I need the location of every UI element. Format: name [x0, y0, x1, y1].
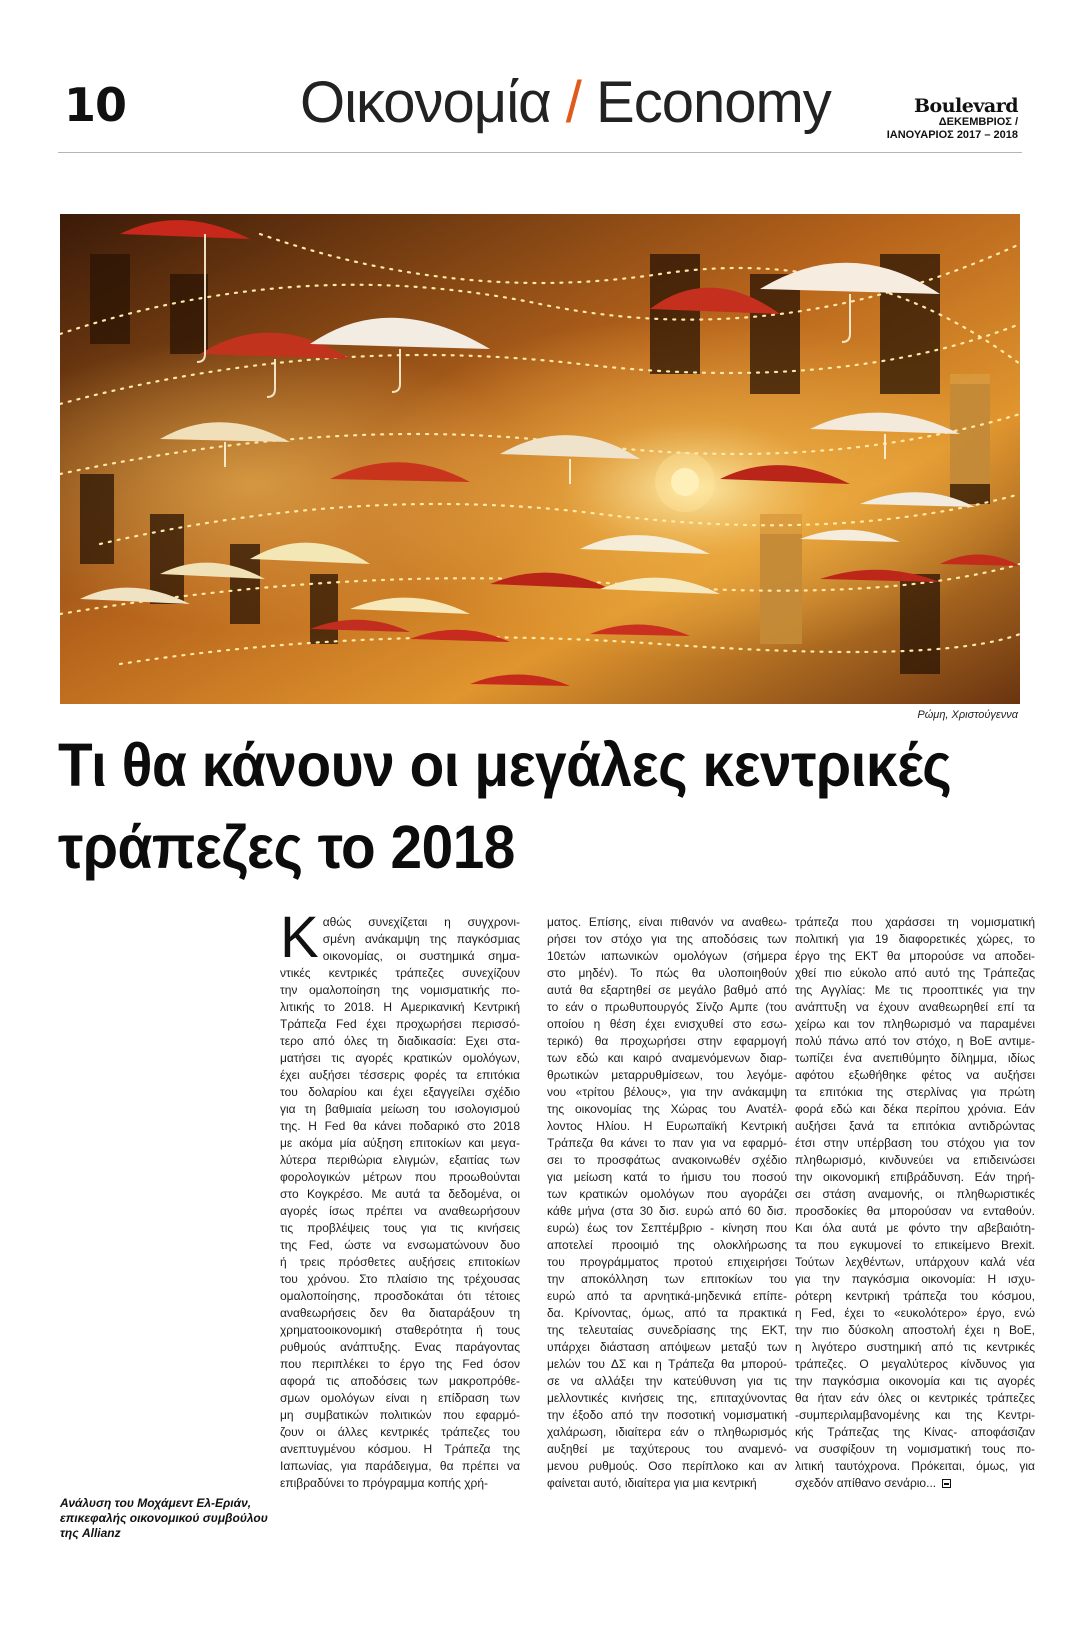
article-line: στο μηδέν). Το πώς θα υλοποιηθούν — [547, 966, 787, 980]
article-line: ευρώ) έως τον Σεπτέμβριο - κίνηση που — [547, 1221, 787, 1235]
article-line: αθώς συνεχίζεται η συγχρονι- — [322, 915, 520, 929]
article-line: που περιπλέκει το έργο της Fed όσον — [280, 1357, 520, 1371]
article-byline — [60, 1496, 290, 1541]
article-line: μενου ρυθμούς. Οσο περίπλοκο και αν — [547, 1459, 787, 1473]
article-line: προσδοκίες θα μπορούσαν να ενταθούν. — [795, 1204, 1035, 1218]
article-line: έχει αυξήσει τέσσερις φορές τα επιτόκια — [280, 1068, 520, 1082]
article-line: τις προβλέψεις τους για τις κινήσεις — [280, 1221, 520, 1235]
article-line: για μείωση κατά το ήμισυ του ποσού — [547, 1170, 787, 1184]
headline-line1: Τι θα κάνουν οι μεγάλες κεντρικές — [58, 731, 952, 799]
article-line: σει το προσφάτως ανακοινωθέν σχέδιο — [547, 1153, 787, 1167]
article-line: της τελευταίας συνεδρίασης της ΕΚΤ, — [547, 1323, 787, 1337]
article-column-3 — [795, 914, 1035, 1492]
article-line: μελών του ΔΣ και η Τράπεζα θα μπορού- — [547, 1357, 787, 1371]
article-line: θρωτικών μεταρρυθμίσεων, του λεγόμε- — [547, 1068, 787, 1082]
article-line: της. Η Fed θα κάνει ποδαρικό στο 2018 — [280, 1119, 520, 1133]
article-line: την αποκόλληση των επιτοκίων του — [547, 1272, 787, 1286]
article-line: λιτικής το 2018. Η Αμερικανική Κεντρική — [280, 1000, 520, 1014]
article-line: αυξήσει ξανά τα επιτόκια αντιδρώντας — [795, 1119, 1035, 1133]
article-line: ματήσει τις αγορές κρατικών ομολόγων, — [280, 1051, 520, 1065]
article-line: Τράπεζα θα κάνει το παν για να εφαρμό- — [547, 1136, 787, 1150]
article-line: αποτελεί προοιμιό της ολοκλήρωσης — [547, 1238, 787, 1252]
article-line: Και όλα αυτά με φόντο την αβεβαιότη- — [795, 1221, 1035, 1235]
article-line: τα που εγκυμονεί το επικείμενο Brexit. — [795, 1238, 1035, 1252]
article-line: φορολογικών μέτρων που προωθούνται — [280, 1170, 520, 1184]
article-line: την ομαλοποίηση της νομισματικής πο- — [280, 983, 520, 997]
section-title — [300, 68, 831, 138]
article-line: τράπεζα που χαράσσει τη νομισματική — [795, 915, 1035, 929]
article-line: της Αγγλίας: Με τις προοπτικές για την — [795, 983, 1035, 997]
article-line: -συμπεριλαμβανομένης και της Κεντρι- — [795, 1408, 1035, 1422]
article-line: πολιτική για 19 διαφορετικές χώρες, το — [795, 932, 1035, 946]
article-line: τερικό) θα προχωρήσει στην εφαρμογή — [547, 1034, 787, 1048]
article-line: κάθε μήνα (στα 30 δισ. ευρώ από 60 δισ. — [547, 1204, 787, 1218]
article-line: πληθωρισμό, κινδυνεύει να επιδεινώσει — [795, 1153, 1035, 1167]
article-line: την παγκόσμια οικονομία και τις αγορές — [795, 1374, 1035, 1388]
section-title-greek: Οικονομία — [300, 70, 551, 135]
drop-cap: Κ — [280, 905, 319, 970]
article-line: ματος. Επίσης, είναι πιθανόν να αναθεω- — [547, 915, 787, 929]
article-line: αυτά θα εξαρτηθεί σε μεγάλο βαθμό από — [547, 983, 787, 997]
article-line: τα επιτόκια της στερλίνας για πρώτη — [795, 1085, 1035, 1099]
article-line: ρότερη κεντρική τράπεζα του κόσμου, — [795, 1289, 1035, 1303]
article-line: το εάν ο πρωθυπουργός Σίνζο Αμπε (του — [547, 1000, 787, 1014]
article-line: του προγράμματος προτού επιχειρήσει — [547, 1255, 787, 1269]
article-line: χθεί πιο εύκολο από αυτό της Τράπεζας — [795, 966, 1035, 980]
umbrellas-photo-illustration — [60, 214, 1020, 704]
article-line: λοντος Ηλίου. Η Ευρωπαϊκή Κεντρική — [547, 1119, 787, 1133]
article-line: σει στάση αναμονής, οι πληθωριστικές — [795, 1187, 1035, 1201]
article-line: η λιγότερο συστημική από τις κεντρικές — [795, 1340, 1035, 1354]
article-line: με ακόμα μία αύξηση επιτοκίων και μεγα- — [280, 1136, 520, 1150]
article-line: έτσι στην υπέρβαση του στόχου για τον — [795, 1136, 1035, 1150]
article-line: αναθεωρήσεις δεν θα διαταράξουν τη — [280, 1306, 520, 1320]
article-line: χρηματοοικονομική σταθερότητα ή τους — [280, 1323, 520, 1337]
header-divider — [58, 152, 1022, 153]
masthead-date-line2: ΙΑΝΟΥΑΡΙΟΣ 2017 – 2018 — [886, 129, 1018, 141]
article-column-2 — [547, 914, 787, 1492]
article-line: φαίνεται αυτό, ιδιαίτερα για μια κεντρική — [547, 1476, 757, 1490]
article-line: λύτερα περιθώρια ελιγμών, εξαιτίας των — [280, 1153, 520, 1167]
article-column-1 — [280, 905, 520, 1492]
article-line: υπάρχει διάσταση απόψεων μεταξύ των — [547, 1340, 787, 1354]
article-line: 10ετών ιαπωνικών ομολόγων (σήμερα — [547, 949, 787, 963]
article-line: μη συμβατικών πολιτικών που εφαρμό- — [280, 1408, 520, 1422]
article-line: φορά εδώ και δέκα περίπου χρόνια. Εάν — [795, 1102, 1035, 1116]
article-line: Τούτων λεχθέντων, υπάρχουν καλά νέα — [795, 1255, 1035, 1269]
article-line: οποίου η θέση έχει ενισχυθεί στο εσω- — [547, 1017, 787, 1031]
article-line: Τράπεζα Fed έχει προχωρήσει περισσό- — [280, 1017, 520, 1031]
article-line: οικονομίας, οι συστημικά σημα- — [322, 949, 520, 963]
photo-caption: Ρώμη, Χριστούγεννα — [917, 709, 1018, 721]
article-line: ευρώ από τα αρνητικά-μηδενικά επίπε- — [547, 1289, 787, 1303]
article-line: να συσφίξουν τη νομισματική τους πο- — [795, 1442, 1035, 1456]
article-line: την έξοδο από την ποσοτική νομισματική — [547, 1408, 787, 1422]
article-line: αφότου εξωθήθηκε φέτος να αυξήσει — [795, 1068, 1035, 1082]
article-line: την οικονομική επιβράδυνση. Εάν τηρή- — [795, 1170, 1035, 1184]
article-line: αφορά τις αποδόσεις των μακροπρόθε- — [280, 1374, 520, 1388]
article-line: για τη βαθμιαία μείωση του ισολογισμού — [280, 1102, 520, 1116]
article-line: των κρατικών ομολόγων που αγοράζει — [547, 1187, 787, 1201]
article-line: ζουν οι άλλες κεντρικές τράπεζες του — [280, 1425, 520, 1439]
article-line: Ιαπωνίας, για παράδειγμα, θα πρέπει να — [280, 1459, 520, 1473]
article-line: σε να αλλάξει την κατεύθυνση για τις — [547, 1374, 787, 1388]
section-title-english: Economy — [596, 70, 831, 135]
end-of-article-icon — [942, 1479, 951, 1488]
article-line: πολύ πάνω από τον στόχο, η BoE αντιμε- — [795, 1034, 1035, 1048]
article-line: χείρω και τον πληθωρισμό να παραμένει — [795, 1017, 1035, 1031]
article-line: της οικονομίας της Χώρας του Ανατέλ- — [547, 1102, 787, 1116]
article-line: λιτική ταυτόχρονα. Πρόκειται, όμως, για — [795, 1459, 1035, 1473]
article-line: ανεπτυγμένου κόσμου. Η Τράπεζα της — [280, 1442, 520, 1456]
masthead-date-line1: ΔΕΚΕΜΒΡΙΟΣ / — [938, 116, 1018, 128]
article-line: αγορές ίσως πρέπει να αναθεωρήσουν — [280, 1204, 520, 1218]
article-line: του δολαρίου και έχει εξαγγείλει σχέδιο — [280, 1085, 520, 1099]
article-line: κής Τράπεζας της Κίνας- αποφάσιζαν — [795, 1425, 1035, 1439]
article-line: σμων ομολόγων είναι η επίδραση των — [280, 1391, 520, 1405]
article-line: της Fed, ώστε να ενσωματώνουν δυο — [280, 1238, 520, 1252]
article-line: τωπίζει ένα ανεπιθύμητο δίλημμα, ιδίως — [795, 1051, 1035, 1065]
article-line: στο Κογκρέσο. Με αυτά τα δεδομένα, οι — [280, 1187, 520, 1201]
article-line: σμένη ανάκαμψη της παγκόσμιας — [322, 932, 520, 946]
article-line: μελλοντικές κινήσεις της, επιταχύνοντας — [547, 1391, 787, 1405]
article-line: την πιο δύσκολη αποστολή έχει η BoE, — [795, 1323, 1035, 1337]
article-headline — [58, 724, 969, 888]
section-title-slash: / — [565, 70, 581, 135]
headline-line2: τράπεζες το 2018 — [58, 813, 515, 881]
article-line: αυξηθεί με ταχύτερους του αναμενό- — [547, 1442, 787, 1456]
masthead — [887, 96, 1018, 142]
article-line: θα ήταν εάν όλες οι κεντρικές τράπεζες — [795, 1391, 1035, 1405]
article-line: ή τρεις πρόσθετες αυξήσεις επιτοκίων — [280, 1255, 520, 1269]
article-line: για την παγκόσμια οικονομία: Η ισχυ- — [795, 1272, 1035, 1286]
article-line: ντικές κεντρικές τράπεζες συνεχίζουν — [280, 966, 520, 980]
article-line: σχεδόν απίθανο σενάριο... — [795, 1475, 1035, 1492]
byline-line1: Ανάλυση του Μοχάμεντ Ελ-Εριάν, — [60, 1496, 252, 1510]
masthead-logo: Boulevard — [914, 95, 1018, 117]
article-line: χαλάρωση, ιδιαίτερα εάν ο πληθωρισμός — [547, 1425, 787, 1439]
page-number: 10 — [64, 78, 127, 132]
article-line: ανάπτυξη να έχουν αναθεωρηθεί επί τα — [795, 1000, 1035, 1014]
article-line: έργο της ΕΚΤ θα μπορούσε να αποδει- — [795, 949, 1035, 963]
article-line: επιβραδύνει το πρόγραμμα κοπής χρή- — [280, 1476, 488, 1490]
article-line: δα. Κρίνοντας, όμως, από τα πρακτικά — [547, 1306, 787, 1320]
article-line: ομαλοποίησης, προσδοκάται ότι τέτοιες — [280, 1289, 520, 1303]
article-photo — [60, 214, 1020, 704]
article-line: του χρόνου. Στο πλαίσιο της τρέχουσας — [280, 1272, 520, 1286]
article-line: των εδώ και καιρό αναμενόμενων διαρ- — [547, 1051, 787, 1065]
article-line: τράπεζες. Ο μεγαλύτερος κίνδυνος για — [795, 1357, 1035, 1371]
byline-line2: επικεφαλής οικονομικού συμβούλου — [60, 1511, 268, 1525]
article-line: ρυθμούς ανάπτυξης. Ενας παράγοντας — [280, 1340, 520, 1354]
article-line: ρήσει τον στόχο για της αποδόσεις των — [547, 932, 787, 946]
article-line: νου «τρίτου βέλους», για την ανάκαμψη — [547, 1085, 787, 1099]
byline-line3: της Allianz — [60, 1526, 121, 1540]
article-line: η Fed, έχει το «ευκολότερο» έργο, ενώ — [795, 1306, 1035, 1320]
article-line: τερο από όλες τη διαδικασία: Εχει στα- — [280, 1034, 520, 1048]
